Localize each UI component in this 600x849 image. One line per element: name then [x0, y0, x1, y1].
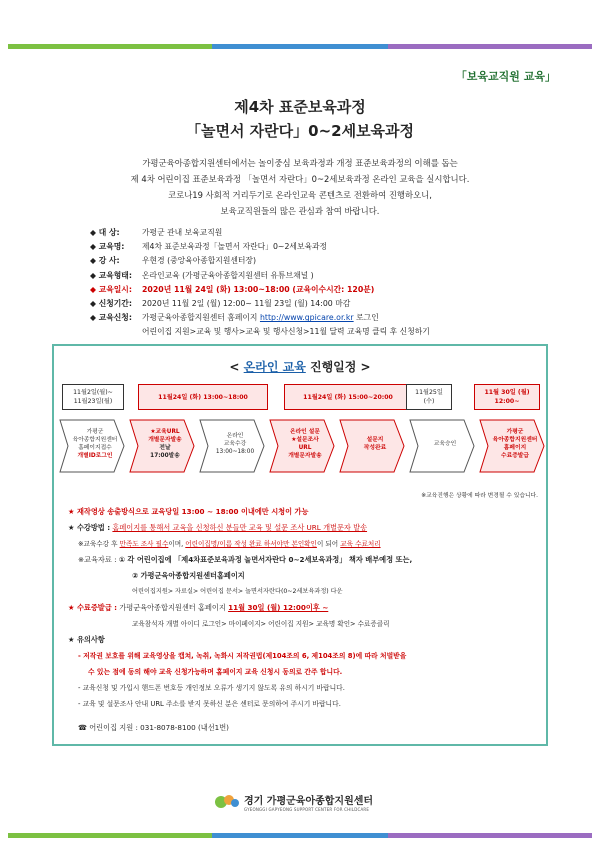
info-key: ◆ 교육신청: — [90, 313, 132, 323]
note-part: 교육 수료처리 — [340, 540, 381, 548]
note-part: ※교육수강 후 — [78, 540, 120, 548]
step-line: 온라인 — [226, 433, 244, 439]
method-label: ★ 수강방법 : — [68, 523, 111, 532]
material-label: ※교육자료 : — [78, 555, 117, 564]
info-value: 온라인교육 (가평군육아종합지원센터 유튜브채널 ) — [142, 270, 314, 280]
note-part: 만족도 조사 필수 — [119, 540, 169, 548]
step-4 — [274, 418, 336, 470]
header-line: 12:00~ — [494, 398, 520, 405]
info-key: ◆ 신청기간: — [90, 299, 132, 309]
intro-line: 코로나19 사회적 거리두기로 온라인교육 콘텐츠로 전환하여 진행하오니, — [168, 190, 432, 200]
info-key: ◆ 교육형태: — [90, 270, 132, 280]
info-value: 가평군 관내 보육교직원 — [142, 228, 223, 237]
note-part: 이며, — [168, 540, 186, 548]
info-value: 2020년 11월 24일 (화) 13:00~18:00 (교육이수시간: 120분) — [142, 284, 375, 294]
step-line: 교육승인 — [433, 441, 457, 447]
step-line: 개별ID로그인 — [77, 453, 113, 459]
header-line: 11월2일(월)~ — [73, 389, 113, 396]
material-text: ② 가평군육아종합지원센터홈페이지 — [132, 571, 245, 580]
step-line: ★교육URL — [150, 429, 180, 435]
center-logo-icon — [214, 793, 240, 811]
header-line: 11월25일 — [415, 389, 443, 396]
homepage-link[interactable]: http://www.gpicare.or.kr — [259, 313, 354, 323]
step-line: 육아종합지원센터 — [492, 437, 538, 443]
step-line: 개별문자발송 — [288, 453, 322, 459]
info-key: ◆ 교육일시: — [90, 284, 132, 294]
schedule-title-pre: < — [229, 360, 244, 374]
schedule-title — [54, 358, 546, 375]
notice-line: ★ 재작영상 송출방식으로 교육당일 13:00 ~ 18:00 이내에만 시청이 가능 — [68, 507, 309, 516]
step-line: 개별문자발송 — [148, 437, 182, 443]
step-line: 가평군 — [506, 429, 524, 435]
note-part: 어린이집명/이름 작성 완료 하셔야만 본인확인 — [185, 540, 317, 548]
header-line: 11월24일 (화) 15:00~20:00 — [303, 394, 393, 401]
logo-text: 경기 가평군육아종합지원센터 — [244, 796, 374, 807]
bottom-color-bar — [8, 833, 592, 838]
caution-line: - 저작권 보호를 위해 교육영상을 캡쳐, 녹취, 녹화시 저작권법(제104조의 6, 제104조의 8)에 따라 처벌받을 — [78, 652, 407, 660]
info-value: 우현경 (중앙육아종합지원센터장) — [142, 256, 257, 266]
cert-label: ★ 수료증발급 : — [68, 603, 118, 612]
cert-line — [68, 600, 538, 616]
step-7 — [484, 418, 546, 470]
step-5 — [344, 418, 406, 470]
info-row-apply-path — [90, 325, 430, 339]
info-key: ◆ 교육명: — [90, 242, 125, 252]
info-row-format — [90, 269, 430, 283]
info-value: 가평군육아종합지원센터 홈페이지 — [142, 313, 258, 323]
step-line: 홈페이지접수 — [78, 445, 112, 451]
info-key: ◆ 대 상: — [90, 228, 120, 237]
contact-line: ☎ 어린이집 지원 : 031-8078-8100 (내선1번) — [78, 723, 229, 732]
note-part: 이 되어 — [316, 540, 341, 548]
step-line: URL — [298, 445, 312, 451]
info-key: ◆ 강 사: — [90, 256, 120, 266]
schedule-header — [62, 384, 124, 410]
cert-date: 11월 30일 (월) 12:00이후 ~ — [228, 603, 329, 612]
schedule-header — [474, 384, 540, 410]
caution-label: ★ 유의사항 — [68, 635, 105, 644]
step-line: 수료증발급 — [501, 453, 529, 459]
cert-text: 가평군육아종합지원센터 홈페이지 — [119, 603, 229, 612]
caution-line: - 교육 및 설문조사 안내 URL 주소를 받지 못하신 분은 센터로 문의하여 주시기 바랍니다. — [78, 700, 341, 708]
footer-logo — [214, 792, 373, 812]
info-row-period — [90, 297, 430, 311]
step-line: 육아종합지원센터 — [72, 437, 118, 443]
step-line: 전날 — [159, 445, 171, 451]
schedule-note: ※교육진행은 상황에 따라 변경될 수 있습니다. — [421, 493, 538, 499]
header-line: 11월23일(월) — [73, 398, 113, 405]
page-subtitle: 「놀면서 자란다」0~2세보육과정 — [185, 122, 415, 140]
info-row-apply — [90, 311, 430, 325]
intro-line: 제 4차 어린이집 표준보육과정 「놀면서 자란다」0~2세보육과정 온라인 교육을 실시합니다. — [130, 174, 470, 184]
intro-line: 가평군육아종합지원센터에서는 놀이중심 보육과정과 개정 표준보육과정의 이해를 돕는 — [142, 158, 458, 168]
info-row-datetime — [90, 283, 430, 297]
method-text: 홈페이지를 통해서 교육을 신청하신 분들만 교육 및 설문 조사 URL 개별문자 발송 — [112, 523, 368, 532]
step-1 — [64, 418, 126, 470]
schedule-header — [284, 384, 412, 410]
material-line — [68, 568, 538, 584]
schedule-title-blue: 온라인 교육 — [243, 360, 306, 374]
step-3 — [204, 418, 266, 470]
header-line: 11월 30일 (월) — [484, 389, 530, 396]
schedule-box — [52, 344, 548, 746]
method-line — [68, 520, 538, 536]
step-line: 가평군 — [86, 429, 104, 435]
info-row-target — [90, 226, 430, 240]
step-line: 설문지 — [366, 437, 384, 443]
schedule-details — [68, 504, 538, 736]
header-line: (수) — [423, 398, 435, 405]
schedule-header — [138, 384, 268, 410]
info-list — [90, 226, 430, 340]
schedule-title-post: 진행일정 > — [305, 360, 371, 374]
apply-path: 어린이집 지원>교육 및 행사>교육 및 행사신청>11월 달력 교육명 클릭 후 신청하기 — [142, 327, 430, 337]
top-color-bar — [8, 44, 592, 49]
info-row-lecturer — [90, 254, 430, 268]
header-line: 11월24일 (화) 13:00~18:00 — [158, 394, 248, 401]
info-value: 제4차 표준보육과정「놀면서 자란다」0~2세보육과정 — [142, 242, 328, 252]
info-value: 2020년 11월 2일 (월) 12:00~ 11월 23일 (월) 14:00 마감 — [142, 299, 351, 309]
material-path: 어린이집지원> 자료실> 어린이집 문서> 놀면서자란다(0~2세보육과정) 다운 — [132, 588, 343, 595]
cert-path: 교육참석자 개별 아이디 로그인> 마이페이지> 어린이집 지원> 교육명 확인> 수료증클릭 — [132, 620, 390, 628]
step-line: 홈페이지 — [503, 445, 527, 451]
step-2 — [134, 418, 196, 470]
intro-line: 보육교직원들의 많은 관심과 참여 바랍니다. — [220, 206, 380, 216]
step-line: 작성완료 — [363, 445, 387, 451]
schedule-header — [406, 384, 452, 410]
step-line: 온라인 설문 — [289, 429, 321, 435]
step-line: ★설문조사 — [291, 437, 319, 443]
logo-subtext: GYEONGGI GAPYEONG SUPPORT CENTER FOR CHILDCARE — [244, 807, 370, 812]
intro-paragraph — [0, 155, 600, 219]
info-value: 로그인 — [356, 313, 379, 323]
step-line: 교육수강 — [223, 441, 247, 447]
info-row-course — [90, 240, 430, 254]
step-6 — [414, 418, 476, 470]
page-title: 제4차 표준보육과정 — [234, 98, 366, 116]
caution-line: - 교육신청 및 가입시 핸드폰 번호등 개인정보 오류가 생기지 않도록 유의 하시기 바랍니다. — [78, 684, 345, 692]
caution-line: 수 있는 점에 동의 해야 교육 신청가능하며 홈페이지 교육 신청시 동의로 간주 합니다. — [88, 668, 343, 676]
method-note — [68, 536, 538, 552]
step-line: 13:00~18:00 — [215, 449, 255, 455]
material-line — [68, 552, 538, 568]
category-tag: 「보육교직원 교육」 — [455, 70, 556, 83]
material-text: ① 각 어린이집에 「제4차표준보육과정 놀면서자란다 0~2세보육과정」 책자 배부예정 또는, — [118, 555, 413, 564]
step-line: 17:00발송 — [150, 453, 180, 459]
